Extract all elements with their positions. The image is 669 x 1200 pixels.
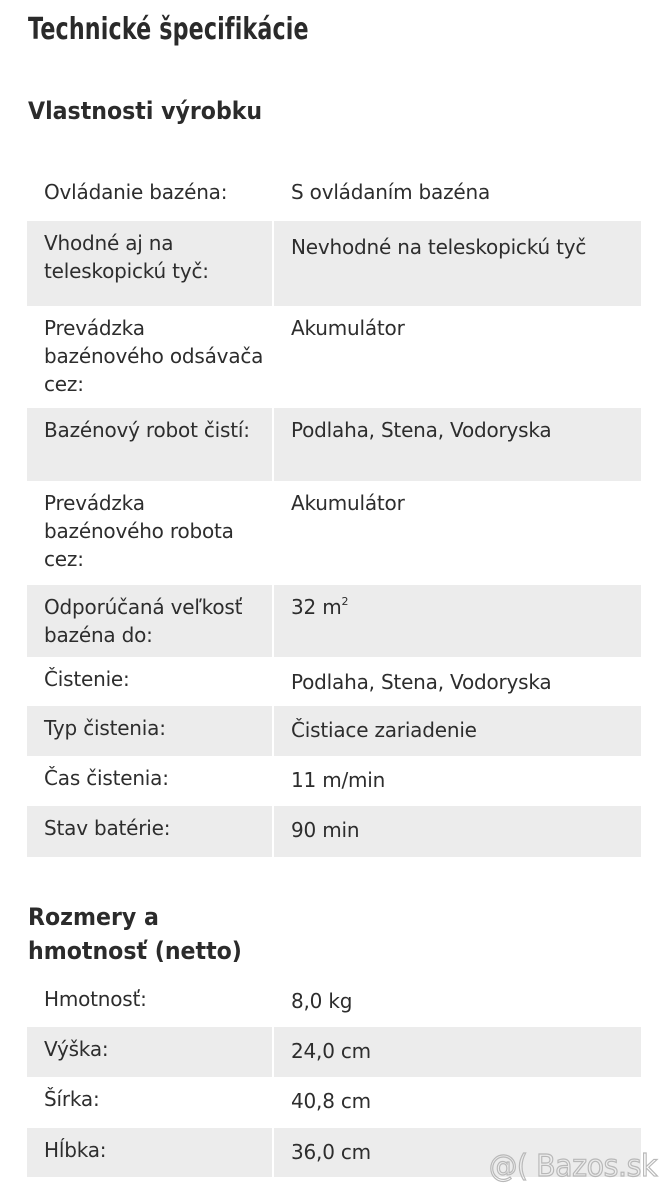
- spec-label: Hĺbka:: [27, 1128, 272, 1177]
- table-row: [27, 170, 641, 221]
- spec-label: Stav batérie:: [27, 806, 272, 857]
- spec-value: Akumulátor: [291, 491, 405, 515]
- bazos-watermark: @( Bazos.sk: [488, 1149, 657, 1184]
- spec-value: 24,0 cm: [274, 1027, 641, 1077]
- spec-value: S ovládaním bazéna: [291, 180, 491, 204]
- spec-value: [274, 585, 641, 657]
- spec-value: Čistiace zariadenie: [274, 706, 641, 756]
- spec-label: Ovládanie bazéna:: [44, 180, 228, 204]
- spec-value: 40,8 cm: [291, 1089, 371, 1113]
- product-properties-table: [27, 170, 641, 857]
- spec-value: Nevhodné na teleskopickú tyč: [274, 221, 641, 306]
- superscript: 2: [341, 595, 349, 608]
- spec-label: Hmotnosť:: [44, 987, 147, 1011]
- spec-label: Výška:: [27, 1027, 272, 1077]
- spec-label: Čistenie:: [44, 667, 130, 691]
- spec-value: 11 m/min: [291, 768, 386, 792]
- section-heading-dimensions-weight: Rozmery a hmotnosť (netto): [28, 903, 242, 965]
- spec-label: Bazénový robot čistí:: [27, 408, 272, 481]
- table-row: [27, 1077, 641, 1128]
- spec-label: Vhodné aj na teleskopickú tyč:: [27, 221, 272, 306]
- spec-label: Prevádzka bazénového odsávača cez:: [44, 316, 264, 396]
- spec-value: 90 min: [274, 806, 641, 857]
- table-row: [27, 806, 641, 857]
- table-row: [27, 585, 641, 657]
- section-heading-product-properties: Vlastnosti výrobku: [28, 97, 263, 125]
- spec-label: Čas čistenia:: [44, 766, 169, 790]
- table-row: [27, 408, 641, 481]
- spec-value: Podlaha, Stena, Vodoryska: [274, 408, 641, 481]
- spec-label: Prevádzka bazénového robota cez:: [44, 491, 234, 571]
- table-row: [27, 1027, 641, 1077]
- spec-value-text: 32 m: [291, 595, 342, 619]
- spec-value: Akumulátor: [291, 316, 405, 340]
- spec-value: Podlaha, Stena, Vodoryska: [291, 670, 552, 694]
- table-row: [27, 977, 641, 1027]
- spec-label: Šírka:: [44, 1087, 100, 1111]
- spec-value: 36,0 cm: [274, 1128, 641, 1177]
- spec-value: 8,0 kg: [291, 989, 353, 1013]
- table-row: [27, 756, 641, 806]
- table-row: [27, 706, 641, 756]
- table-row: [27, 481, 641, 585]
- table-row: [27, 306, 641, 408]
- table-row: [27, 221, 641, 306]
- page-title: Technické špecifikácie: [28, 12, 309, 47]
- spec-label: Typ čistenia:: [27, 706, 272, 756]
- spec-label: Odporúčaná veľkosť bazéna do:: [27, 585, 272, 657]
- table-row: [27, 657, 641, 706]
